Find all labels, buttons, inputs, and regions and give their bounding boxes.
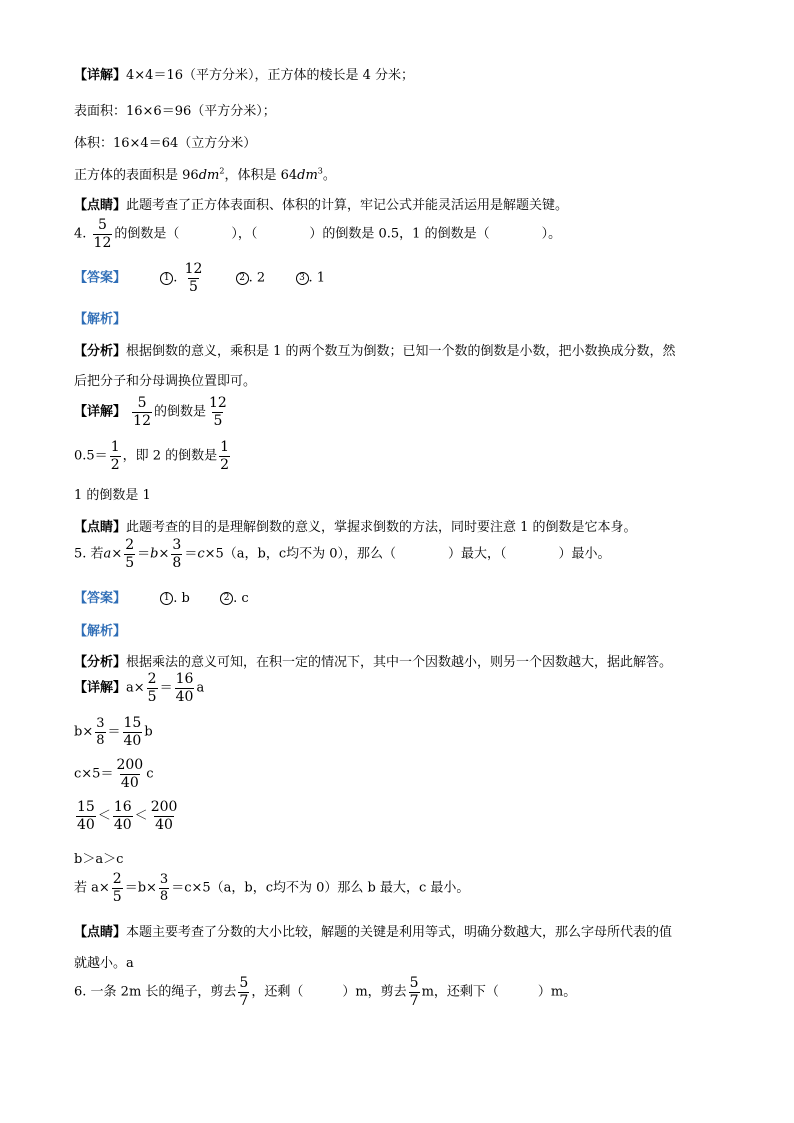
fraction: $\frac{1}{2}$ xyxy=(110,439,120,473)
result-unit: dm xyxy=(297,168,318,183)
less-than-sign: ＜ xyxy=(97,808,111,824)
comment-text: 此题考查的目的是理解倒数的意义，掌握求倒数的方法，同时要注意 1 的倒数是它本身。 xyxy=(126,520,637,535)
circled-number: 2 xyxy=(220,592,233,605)
answer-line xyxy=(74,587,249,606)
fraction: $\frac{2}{5}$ xyxy=(147,671,157,705)
question-number: 5. 若 xyxy=(74,546,104,562)
question-text: 6. 一条 2m 长的绳子，剪去 xyxy=(74,984,237,1000)
answer-value: . 2 xyxy=(248,270,266,286)
analysis-label: 【解析】 xyxy=(74,624,127,639)
fraction: $\frac{5}{7}$ xyxy=(239,975,249,1009)
comment-text: 本题主要考查了分数的大小比较，解题的关键是利用等式，明确分数越大，那么字母所代表的值 xyxy=(126,925,673,940)
fraction: $\frac{16}{40}$ xyxy=(113,799,132,833)
half-mid: ，即 2 的倒数是 xyxy=(122,448,218,464)
var-b: b xyxy=(150,546,159,562)
conclusion-prefix: 若 a× xyxy=(74,880,110,896)
fraction: $\frac{5}{12}$ xyxy=(133,395,151,429)
less-than-sign: ＜ xyxy=(134,808,148,824)
result-mid: ，体积是 64 xyxy=(224,168,298,183)
question-number: 4. xyxy=(74,226,87,242)
order-line: b＞a＞c xyxy=(74,852,124,867)
half-prefix: 0.5＝ xyxy=(74,448,108,464)
var-c: c xyxy=(197,546,205,562)
conclusion-line xyxy=(74,872,469,904)
expr-line-c xyxy=(74,758,153,790)
expr-prefix: a× xyxy=(126,680,145,696)
comment-label: 【点睛】 xyxy=(74,198,127,213)
comment-line xyxy=(74,921,672,940)
analysis-text: 根据乘法的意义可知，在积一定的情况下，其中一个因数越小，则另一个因数越大，据此解答。 xyxy=(126,655,673,670)
fraction: $\frac{1}{2}$ xyxy=(220,439,230,473)
result-exp: 3 xyxy=(317,166,323,176)
expr-suffix: b xyxy=(144,724,153,740)
result-line xyxy=(74,164,336,183)
detail-text: 4×4＝16（平方分米），正方体的棱长是 4 分米； xyxy=(126,68,415,83)
fraction: $\frac{12}{5}$ xyxy=(209,395,227,429)
detail-line xyxy=(74,672,204,704)
fraction: $\frac{16}{40}$ xyxy=(175,671,194,705)
analysis-line xyxy=(74,651,672,670)
answer-line: 【答案】 1 . $\frac{12}{5}$ 2 . 2 3 . 1 xyxy=(74,261,326,295)
analysis-sub-label: 【分析】 xyxy=(74,344,127,359)
answer-value: . 1 xyxy=(308,270,326,286)
question-text: ，还剩（ ）m，剪去 xyxy=(251,984,407,1000)
expr-line-b xyxy=(74,716,153,748)
fraction: $\frac{200}{40}$ xyxy=(116,757,144,791)
fraction: $\frac{15}{40}$ xyxy=(77,799,95,833)
comment-line xyxy=(74,516,637,535)
comment-label: 【点睛】 xyxy=(74,925,127,940)
conclusion-text: ＝c×5（a，b，c均不为 0）那么 b 最大，c 最小。 xyxy=(171,880,470,896)
detail-line xyxy=(74,396,230,428)
detail-line xyxy=(74,64,414,83)
fraction: $\frac{200}{40}$ xyxy=(150,799,178,833)
one-line: 1 的倒数是 1 xyxy=(74,488,151,503)
equals-sign: ＝ xyxy=(107,724,121,740)
compare-line xyxy=(74,800,180,832)
expr-suffix: a xyxy=(196,680,205,696)
conclusion-mid: ＝b× xyxy=(124,880,157,896)
equals-sign: ＝ xyxy=(184,546,198,562)
fraction: $\frac{3}{8}$ xyxy=(172,537,182,571)
comment-line-2: 就越小。a xyxy=(74,956,134,971)
analysis-text: 根据倒数的意义，乘积是 1 的两个数互为倒数；已知一个数的倒数是小数，把小数换成分数，然 xyxy=(126,344,676,359)
expr-prefix: c×5＝ xyxy=(74,766,114,782)
question-text: 的倒数是（ ），（ ）的倒数是 0.5，1 的倒数是（ ）。 xyxy=(114,226,562,242)
fraction: $\frac{5}{7}$ xyxy=(409,975,419,1009)
question-text: m，还剩下（ ）m。 xyxy=(421,984,577,1000)
result-end: 。 xyxy=(322,168,336,183)
volume-line: 体积：16×4＝64（立方分米） xyxy=(74,136,257,151)
fraction: $\frac{2}{5}$ xyxy=(125,537,135,571)
answer-label: 【答案】 xyxy=(74,270,127,286)
answer-value: . b xyxy=(173,591,190,606)
fraction: $\frac{2}{5}$ xyxy=(112,871,122,905)
result-exp: 2 xyxy=(219,166,225,176)
analysis-sub-label: 【分析】 xyxy=(74,655,127,670)
comment-text: 此题考查了正方体表面积、体积的计算，牢记公式并能灵活运用是解题关键。 xyxy=(126,198,569,213)
question-5 xyxy=(74,538,611,570)
result-unit: dm xyxy=(198,168,220,183)
question-6 xyxy=(74,976,576,1008)
expr-prefix: b× xyxy=(74,724,94,740)
detail-label: 【详解】 xyxy=(74,404,127,420)
answer-value: . c xyxy=(233,591,249,606)
fraction: $\frac{5}{12}$ xyxy=(93,217,112,251)
circled-number: 2 xyxy=(236,272,249,285)
circled-number: 1 xyxy=(160,272,173,285)
var-a: a xyxy=(103,546,112,562)
question-text: ×5（a，b，c均不为 0），那么（ ）最大，（ ）最小。 xyxy=(204,546,611,562)
expr-suffix: c xyxy=(146,766,154,782)
fraction: $\frac{15}{40}$ xyxy=(123,715,142,749)
comment-label: 【点睛】 xyxy=(74,520,127,535)
circled-number: 3 xyxy=(296,272,309,285)
detail-label: 【详解】 xyxy=(74,68,127,83)
detail-text: 的倒数是 xyxy=(153,404,206,420)
answer-label: 【答案】 xyxy=(74,591,127,606)
comment-line xyxy=(74,194,568,213)
analysis-line xyxy=(74,340,676,359)
analysis-line-2: 后把分子和分母调换位置即可。 xyxy=(74,374,257,389)
question-4 xyxy=(74,218,561,250)
fraction: $\frac{12}{5}$ xyxy=(184,261,203,295)
equals-sign: ＝ xyxy=(137,546,151,562)
times-sign: × xyxy=(111,546,123,562)
analysis-label: 【解析】 xyxy=(74,312,127,327)
surface-line: 表面积：16×6＝96（平方分米）； xyxy=(74,104,276,119)
circled-number: 1 xyxy=(160,592,173,605)
equals-sign: ＝ xyxy=(159,680,173,696)
half-line xyxy=(74,440,232,472)
detail-label: 【详解】 xyxy=(74,680,127,696)
times-sign: × xyxy=(158,546,170,562)
result-prefix: 正方体的表面积是 96 xyxy=(74,168,199,183)
fraction: $\frac{3}{8}$ xyxy=(96,716,105,748)
fraction: $\frac{3}{8}$ xyxy=(159,872,169,904)
